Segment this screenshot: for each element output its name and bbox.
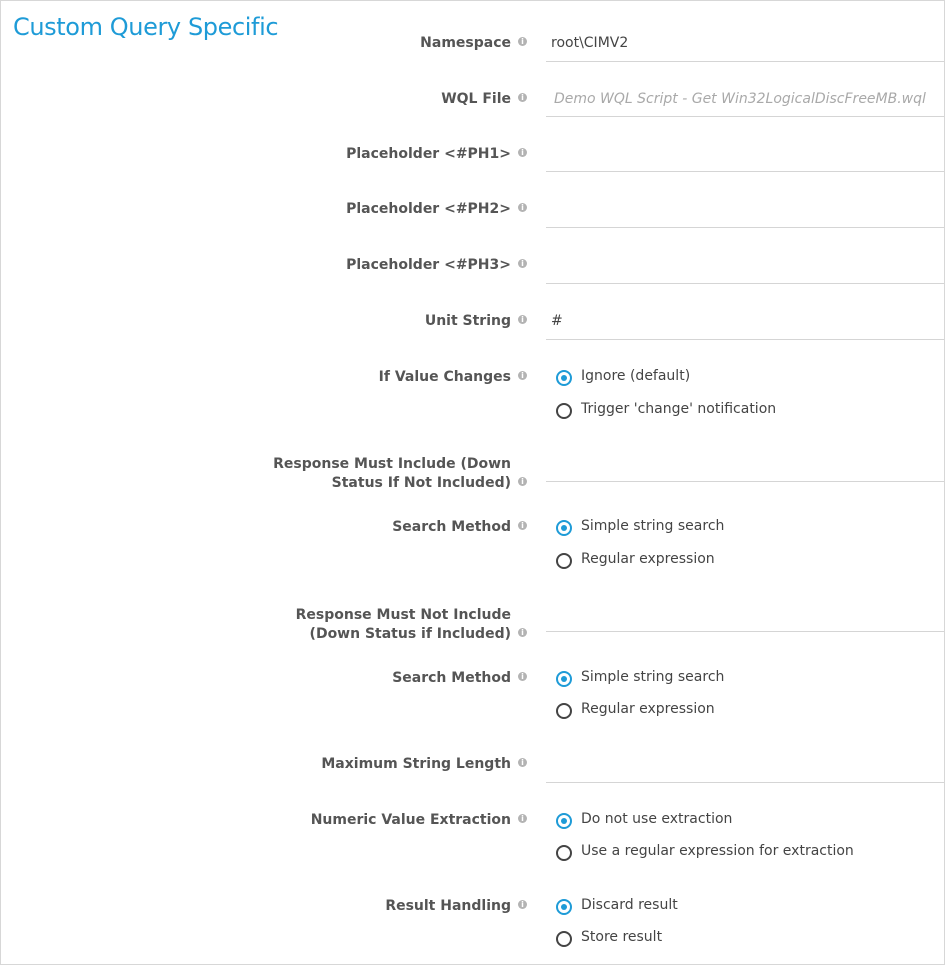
info-icon[interactable]: i: [518, 672, 527, 681]
namespace-label: Namespace: [420, 35, 511, 51]
unit-string-label: Unit String: [424, 313, 511, 329]
must-not-include-label-line1: Response Must Not Include: [295, 607, 511, 623]
placeholder-ph3-label: Placeholder <#PH3>: [346, 257, 511, 273]
radio-regex-extraction[interactable]: [556, 845, 572, 861]
info-icon[interactable]: i: [518, 521, 527, 530]
must-include-label-line2: Status If Not Included): [331, 475, 511, 491]
wql-file-select[interactable]: Demo WQL Script - Get Win32LogicalDiscFreeMB.wql: [554, 91, 926, 107]
must-not-include-underline: [546, 631, 944, 632]
radio-trigger-change-label[interactable]: Trigger 'change' notification: [581, 401, 777, 417]
radio-no-extraction-label[interactable]: Do not use extraction: [581, 811, 733, 827]
placeholder-ph1-underline: [546, 171, 944, 172]
info-icon[interactable]: i: [518, 93, 527, 102]
radio-regular-expression[interactable]: [556, 703, 572, 719]
namespace-field-underline: [546, 61, 944, 62]
radio-regex-extraction-label[interactable]: Use a regular expression for extraction: [581, 843, 854, 859]
placeholder-ph2-underline: [546, 227, 944, 228]
wql-file-field-underline: [546, 116, 944, 117]
radio-simple-string-search[interactable]: [556, 671, 572, 687]
numeric-extraction-label: Numeric Value Extraction: [310, 812, 511, 828]
radio-simple-string-search-label[interactable]: Simple string search: [581, 518, 725, 534]
unit-string-underline: [546, 339, 944, 340]
namespace-input[interactable]: root\CIMV2: [551, 35, 629, 51]
section-title: Custom Query Specific: [13, 13, 279, 41]
info-icon[interactable]: i: [518, 315, 527, 324]
radio-simple-string-search[interactable]: [556, 520, 572, 536]
must-include-label-line1: Response Must Include (Down: [273, 456, 511, 472]
radio-discard-result-label[interactable]: Discard result: [581, 897, 678, 913]
radio-no-extraction[interactable]: [556, 813, 572, 829]
radio-store-result-label[interactable]: Store result: [581, 929, 663, 945]
search-method-label: Search Method: [392, 670, 511, 686]
info-icon[interactable]: i: [518, 758, 527, 767]
max-string-length-underline: [546, 782, 944, 783]
info-icon[interactable]: i: [518, 900, 527, 909]
info-icon[interactable]: i: [518, 814, 527, 823]
result-handling-label: Result Handling: [385, 898, 511, 914]
max-string-length-label: Maximum String Length: [321, 756, 511, 772]
wql-file-label: WQL File: [441, 91, 511, 107]
info-icon[interactable]: i: [518, 628, 527, 637]
info-icon[interactable]: i: [518, 203, 527, 212]
radio-simple-string-search-label[interactable]: Simple string search: [581, 669, 725, 685]
info-icon[interactable]: i: [518, 37, 527, 46]
radio-regular-expression[interactable]: [556, 553, 572, 569]
placeholder-ph2-label: Placeholder <#PH2>: [346, 201, 511, 217]
info-icon[interactable]: i: [518, 148, 527, 157]
radio-ignore-label[interactable]: Ignore (default): [581, 368, 691, 384]
info-icon[interactable]: i: [518, 371, 527, 380]
info-icon[interactable]: i: [518, 259, 527, 268]
radio-store-result[interactable]: [556, 931, 572, 947]
radio-regular-expression-label[interactable]: Regular expression: [581, 551, 715, 567]
placeholder-ph1-label: Placeholder <#PH1>: [346, 146, 511, 162]
radio-discard-result[interactable]: [556, 899, 572, 915]
must-include-underline: [546, 481, 944, 482]
must-not-include-label-line2: (Down Status if Included): [309, 626, 511, 642]
if-value-changes-label: If Value Changes: [378, 369, 511, 385]
placeholder-ph3-underline: [546, 283, 944, 284]
unit-string-input[interactable]: #: [551, 313, 563, 329]
info-icon[interactable]: i: [518, 477, 527, 486]
search-method-label: Search Method: [392, 519, 511, 535]
radio-trigger-change[interactable]: [556, 403, 572, 419]
radio-ignore[interactable]: [556, 370, 572, 386]
radio-regular-expression-label[interactable]: Regular expression: [581, 701, 715, 717]
